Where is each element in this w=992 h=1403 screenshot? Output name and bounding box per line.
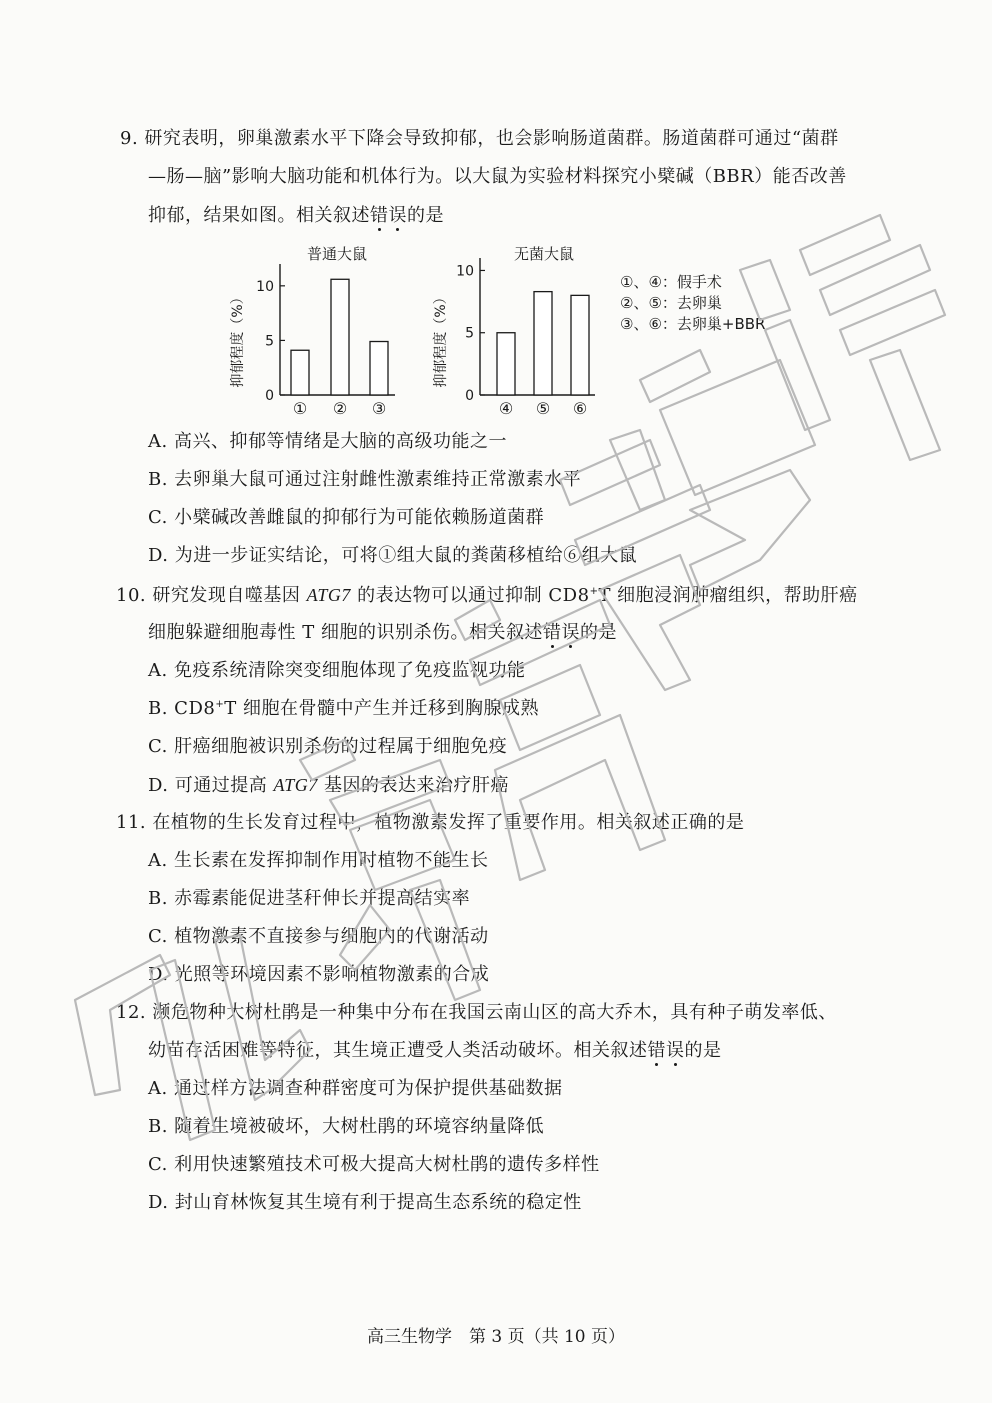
chart1-x-tick-label: ① bbox=[292, 399, 308, 418]
emphasis-dot: 误 bbox=[388, 205, 407, 226]
chart1-x-tick-label: ③ bbox=[371, 399, 387, 418]
chart1-bar bbox=[370, 342, 388, 395]
q12-option-b: B. 随着生境被破坏，大树杜鹃的环境容纳量降低 bbox=[148, 1116, 545, 1137]
q12-option-c: C. 利用快速繁殖技术可极大提高大树杜鹃的遗传多样性 bbox=[148, 1154, 600, 1175]
chart2-y-tick-label: 10 bbox=[456, 263, 474, 280]
chart1-ylabel: 抑郁程度（%） bbox=[230, 290, 246, 388]
q11-option-b: B. 赤霉素能促进茎秆伸长并提高结实率 bbox=[148, 888, 471, 909]
gene-name: ATG7 bbox=[306, 585, 351, 605]
chart2-x-tick-label: ⑥ bbox=[572, 399, 588, 418]
q9-option-c: C. 小檗碱改善雌鼠的抑郁行为可能依赖肠道菌群 bbox=[148, 507, 545, 528]
q10-stem-line1: 10. 研究发现自噬基因 ATG7 的表达物可以通过抑制 CD8+T 细胞浸润肿瘤组织，帮助肝癌 bbox=[116, 585, 858, 606]
chart1-y-tick-label: 5 bbox=[265, 333, 274, 350]
q9-bar-charts bbox=[220, 238, 620, 423]
q11-stem: 11. 在植物的生长发育过程中，植物激素发挥了重要作用。相关叙述正确的是 bbox=[116, 812, 745, 833]
q12-stem-line2: 幼苗存活困难等特征，其生境正遭受人类活动破坏。相关叙述错误的是 bbox=[148, 1040, 722, 1061]
legend-item: ②、⑤：去卵巢 bbox=[620, 294, 722, 312]
q9-stem-line2: —肠—脑”影响大脑功能和机体行为。以大鼠为实验材料探究小檗碱（BBR）能否改善 bbox=[148, 166, 847, 187]
chart1-x-tick-label: ② bbox=[332, 399, 348, 418]
chart2-y-tick-label: 5 bbox=[465, 325, 474, 342]
q10-option-a: A. 免疫系统清除突变细胞体现了免疫监视功能 bbox=[148, 660, 526, 681]
q10-option-d: D. 可通过提高 ATG7 基因的表达来治疗肝癌 bbox=[148, 775, 510, 796]
q10-option-c: C. 肝癌细胞被识别杀伤的过程属于细胞免疫 bbox=[148, 736, 508, 757]
q11-option-c: C. 植物激素不直接参与细胞内的代谢活动 bbox=[148, 926, 489, 947]
chart2-bar bbox=[497, 333, 515, 395]
emphasis-dot: 误 bbox=[666, 1040, 685, 1061]
q9-option-a: A. 高兴、抑郁等情绪是大脑的高级功能之一 bbox=[148, 431, 507, 452]
legend-item: ③、⑥：去卵巢+BBR bbox=[620, 315, 766, 333]
legend-item: ①、④：假手术 bbox=[620, 273, 722, 291]
chart1-bar bbox=[291, 350, 309, 395]
chart1-y-tick-label: 10 bbox=[256, 278, 274, 295]
chart2-bar bbox=[534, 292, 552, 395]
chart2-x-tick-label: ⑤ bbox=[535, 399, 551, 418]
q9-option-b: B. 去卵巢大鼠可通过注射雌性激素维持正常激素水平 bbox=[148, 469, 582, 490]
chart2-ylabel: 抑郁程度（%） bbox=[433, 290, 449, 388]
q10-stem-line2: 细胞躲避细胞毒性 T 细胞的识别杀伤。相关叙述错误的是 bbox=[148, 622, 617, 643]
q9-chart-legend bbox=[620, 272, 765, 335]
q11-option-d: D. 光照等环境因素不影响植物激素的合成 bbox=[148, 964, 490, 985]
gene-name: ATG7 bbox=[273, 775, 318, 795]
emphasis-dot: 错 bbox=[370, 205, 389, 226]
emphasis-dot: 错 bbox=[542, 622, 562, 643]
page-footer: 高三生物学 第 3 页（共 10 页） bbox=[366, 1327, 626, 1347]
q12-option-a: A. 通过样方法调查种群密度可为保护提供基础数据 bbox=[148, 1078, 563, 1099]
q10-option-b: B. CD8+T 细胞在骨髓中产生并迁移到胸腺成熟 bbox=[148, 698, 539, 719]
emphasis-dot: 误 bbox=[561, 622, 580, 643]
chart1-title: 普通大鼠 bbox=[306, 245, 368, 263]
chart2-bar bbox=[571, 295, 589, 395]
q9-stem-line3: 抑郁，结果如图。相关叙述错误的是 bbox=[148, 205, 444, 226]
emphasis-dot: 错 bbox=[647, 1040, 666, 1061]
chart2-x-tick-label: ④ bbox=[498, 399, 514, 418]
chart2-title: 无菌大鼠 bbox=[513, 245, 575, 263]
q11-option-a: A. 生长素在发挥抑制作用时植物不能生长 bbox=[148, 850, 489, 871]
q9-stem-line1: 9. 研究表明，卵巢激素水平下降会导致抑郁，也会影响肠道菌群。肠道菌群可通过“菌群 bbox=[120, 128, 839, 149]
chart1-bar bbox=[331, 279, 349, 395]
chart1-y-tick-label: 0 bbox=[265, 388, 274, 404]
q12-option-d: D. 封山育林恢复其生境有利于提高生态系统的稳定性 bbox=[148, 1192, 582, 1213]
chart2-y-tick-label: 0 bbox=[465, 388, 474, 404]
q12-stem-line1: 12. 濒危物种大树杜鹃是一种集中分布在我国云南山区的高大乔木，具有种子萌发率低、 bbox=[116, 1002, 837, 1023]
q9-option-d: D. 为进一步证实结论，可将①组大鼠的粪菌移植给⑥组大鼠 bbox=[148, 545, 638, 566]
